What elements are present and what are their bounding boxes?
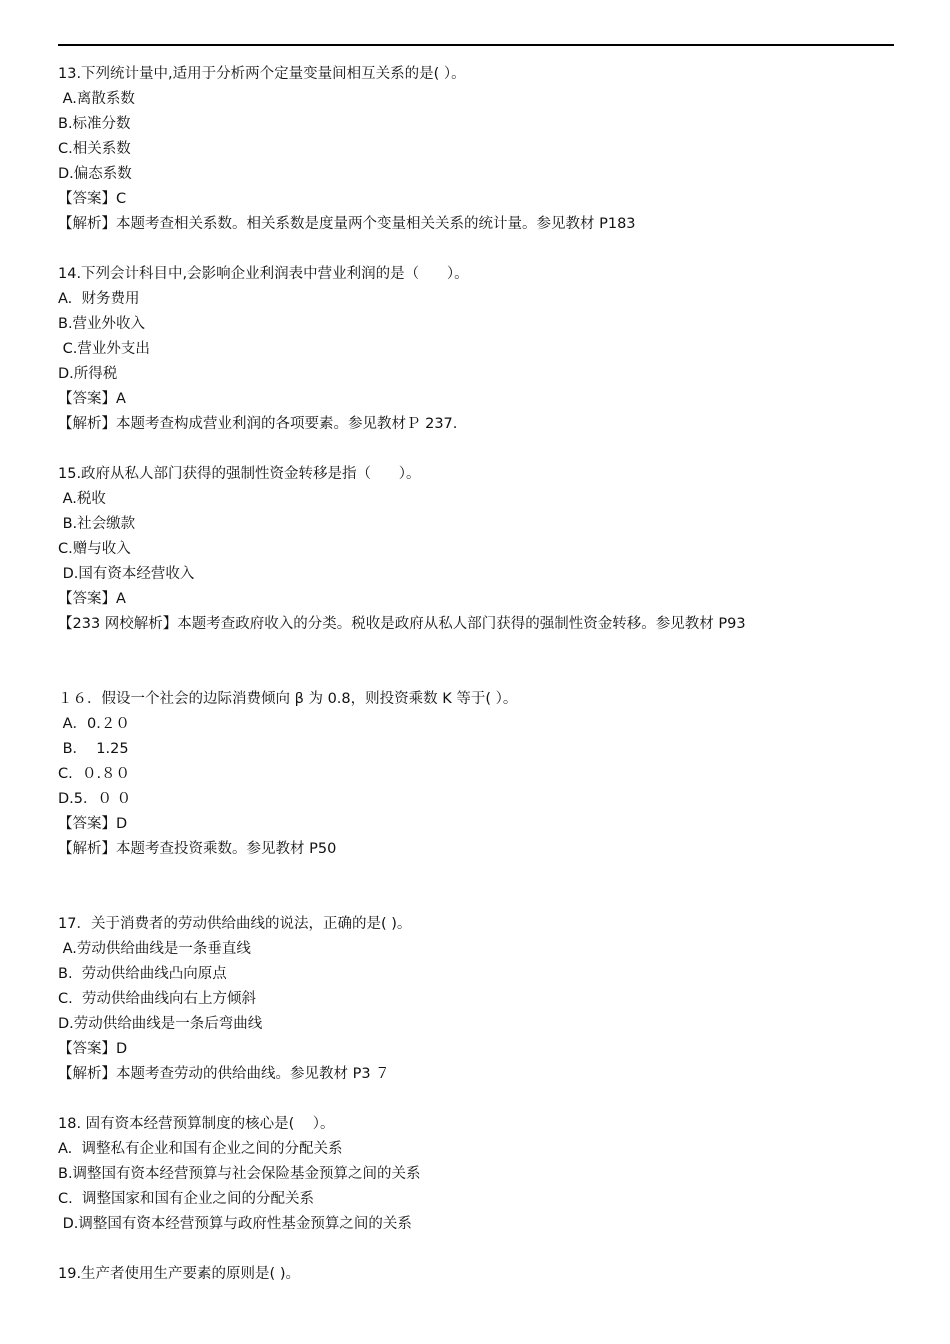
option-b: B． 1.25 xyxy=(58,741,129,757)
option-d: D.劳动供给曲线是一条后弯曲线 xyxy=(58,1016,263,1032)
question-13 xyxy=(58,62,894,237)
analysis: 【解析】本题考查投资乘数。参见教材 P50 xyxy=(58,841,337,857)
option-c: C.相关系数 xyxy=(58,141,131,157)
spacer xyxy=(58,637,894,687)
question-14 xyxy=(58,262,894,437)
answer: 【答案】D xyxy=(58,816,128,832)
answer: 【答案】A xyxy=(58,391,126,407)
document-body xyxy=(58,62,894,1287)
answer: 【答案】D xyxy=(58,1041,128,1057)
option-a: A.税收 xyxy=(58,491,106,507)
question-16 xyxy=(58,687,894,862)
answer: 【答案】A xyxy=(58,591,126,607)
analysis: 【解析】本题考查劳动的供给曲线。参见教材 P3 ７ xyxy=(58,1066,390,1082)
option-a: A．0.２０ xyxy=(58,716,130,732)
question-17 xyxy=(58,912,894,1087)
option-a: A.劳动供给曲线是一条垂直线 xyxy=(58,941,251,957)
option-d: D.所得税 xyxy=(58,366,118,382)
spacer xyxy=(58,237,894,262)
option-b: B.标准分数 xyxy=(58,116,131,132)
option-b: B. 劳动供给曲线凸向原点 xyxy=(58,966,227,982)
option-a: A.离散系数 xyxy=(58,91,135,107)
analysis: 【解析】本题考查相关系数。相关系数是度量两个变量相关关系的统计量。参见教材 P183 xyxy=(58,216,636,232)
question-stem: 13.下列统计量中,适用于分析两个定量变量间相互关系的是( ）。 xyxy=(58,66,466,82)
question-19 xyxy=(58,1262,894,1287)
option-c: C. ０.８０ xyxy=(58,766,131,782)
option-b: B.调整国有资本经营预算与社会保险基金预算之间的关系 xyxy=(58,1166,421,1182)
option-d: D.调整国有资本经营预算与政府性基金预算之间的关系 xyxy=(58,1216,412,1232)
option-a: A. 财务费用 xyxy=(58,291,140,307)
spacer xyxy=(58,862,894,912)
question-stem: 18. 固有资本经营预算制度的核心是( ）。 xyxy=(58,1116,335,1132)
question-stem: １６．假设一个社会的边际消费倾向 β 为 0.8，则投资乘数 K 等于( ）。 xyxy=(58,691,518,707)
question-15 xyxy=(58,462,894,637)
question-stem: 17．关于消费者的劳动供给曲线的说法，正确的是( )。 xyxy=(58,916,412,932)
analysis: 【233 网校解析】本题考查政府收入的分类。税收是政府从私人部门获得的强制性资金转移。参见教材 P93 xyxy=(58,616,746,632)
option-c: C.赠与收入 xyxy=(58,541,131,557)
option-b: B.社会缴款 xyxy=(58,516,136,532)
question-18 xyxy=(58,1112,894,1237)
spacer xyxy=(58,1087,894,1112)
option-d: D.5．０ ０ xyxy=(58,791,132,807)
question-stem: 14.下列会计科目中,会影响企业利润表中营业利润的是（ ）。 xyxy=(58,266,469,282)
option-c: C.营业外支出 xyxy=(58,341,150,357)
spacer xyxy=(58,437,894,462)
option-d: D.偏态系数 xyxy=(58,166,132,182)
analysis: 【解析】本题考查构成营业利润的各项要素。参见教材Ｐ 237. xyxy=(58,416,458,432)
option-c: C. 劳动供给曲线向右上方倾斜 xyxy=(58,991,256,1007)
option-b: B.营业外收入 xyxy=(58,316,146,332)
answer: 【答案】C xyxy=(58,191,127,207)
header-rule xyxy=(58,44,894,46)
question-stem: 19.生产者使用生产要素的原则是( )。 xyxy=(58,1266,300,1282)
option-a: A. 调整私有企业和国有企业之间的分配关系 xyxy=(58,1141,343,1157)
option-c: C. 调整国家和国有企业之间的分配关系 xyxy=(58,1191,314,1207)
spacer xyxy=(58,1237,894,1262)
question-stem: 15.政府从私人部门获得的强制性资金转移是指（ ）。 xyxy=(58,466,421,482)
option-d: D.国有资本经营收入 xyxy=(58,566,195,582)
